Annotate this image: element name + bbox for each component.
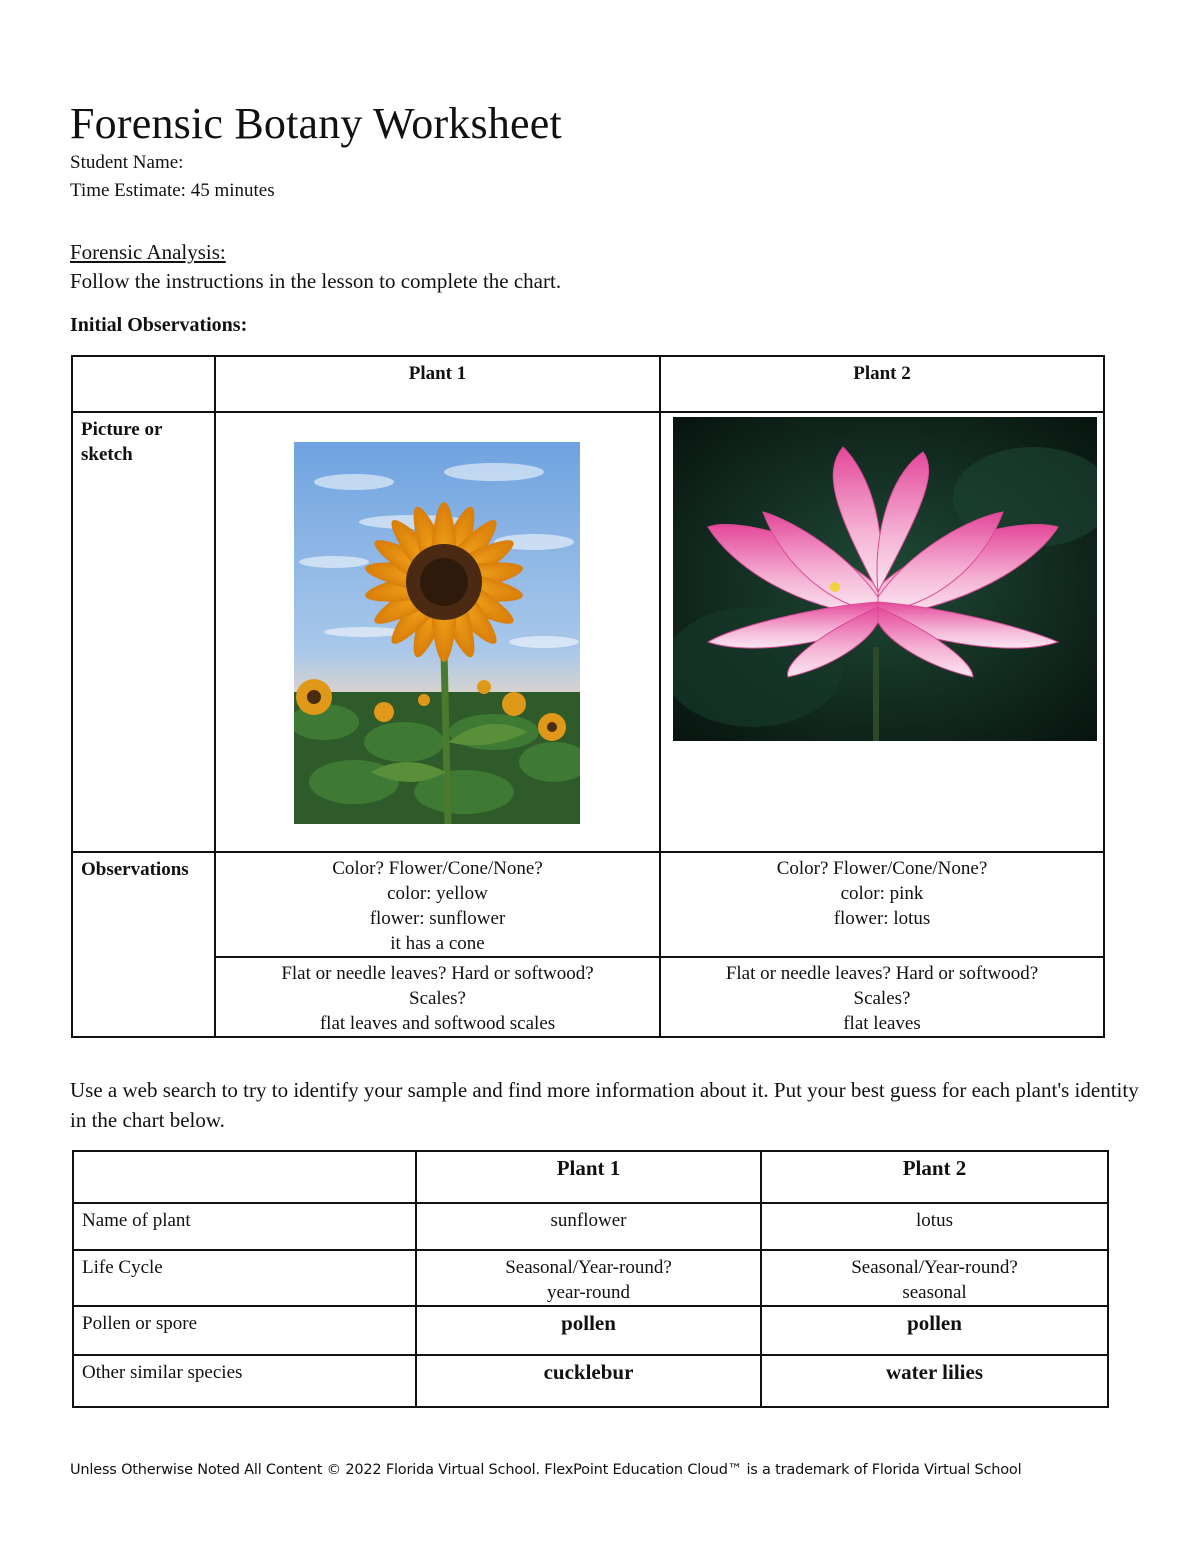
- plant-1-name: sunflower: [416, 1203, 761, 1250]
- plant-1-pollen: pollen: [416, 1306, 761, 1355]
- empty-header-cell: [73, 1151, 416, 1203]
- plant-2-name: lotus: [761, 1203, 1108, 1250]
- plant-1-observation-1: Color? Flower/Cone/None? color: yellow flower: sunflower it has a cone: [215, 852, 660, 957]
- name-of-plant-label: Name of plant: [73, 1203, 416, 1250]
- plant-2-similar-species: water lilies: [761, 1355, 1108, 1407]
- copyright-footer: Unless Otherwise Noted All Content © 2022 Florida Virtual School. FlexPoint Education Cloud™ is a trademark of Florida Virtual School: [70, 1462, 1022, 1478]
- plant-identity-table: [72, 1150, 1109, 1408]
- plant-1-observation-2: Flat or needle leaves? Hard or softwood? Scales? flat leaves and softwood scales: [215, 957, 660, 1037]
- initial-observations-table: [71, 355, 1105, 1038]
- plant-2-life-cycle: Seasonal/Year-round? seasonal: [761, 1250, 1108, 1306]
- plant-2-pollen: pollen: [761, 1306, 1108, 1355]
- instruction-text: Follow the instructions in the lesson to complete the chart.: [70, 269, 562, 293]
- plant-2-observation-1: Color? Flower/Cone/None? color: pink flower: lotus: [660, 852, 1104, 957]
- sunflower-photo-icon: [294, 442, 580, 824]
- plant-2-picture-cell: [660, 412, 1104, 852]
- web-search-instruction: Use a web search to try to identify your sample and find more information about it. Put your best guess for each plant's identity in the chart below.: [70, 1078, 1139, 1132]
- life-cycle-label: Life Cycle: [73, 1250, 416, 1306]
- lotus-photo-icon: [673, 417, 1097, 741]
- plant-2-observation-2: Flat or needle leaves? Hard or softwood? Scales? flat leaves: [660, 957, 1104, 1037]
- plant-1-similar-species: cucklebur: [416, 1355, 761, 1407]
- picture-row-label: Picture or sketch: [72, 412, 215, 852]
- plant-1-life-cycle: Seasonal/Year-round? year-round: [416, 1250, 761, 1306]
- plant-1-header: Plant 1: [215, 356, 660, 412]
- plant-1-header: Plant 1: [416, 1151, 761, 1203]
- plant-1-picture-cell: [215, 412, 660, 852]
- similar-species-label: Other similar species: [73, 1355, 416, 1407]
- pollen-or-spore-label: Pollen or spore: [73, 1306, 416, 1355]
- student-name-label: Student Name:: [70, 152, 184, 173]
- time-estimate: Time Estimate: 45 minutes: [70, 180, 275, 201]
- empty-header-cell: [72, 356, 215, 412]
- plant-2-header: Plant 2: [660, 356, 1104, 412]
- initial-observations-heading: Initial Observations:: [70, 314, 248, 336]
- page-title: Forensic Botany Worksheet: [70, 99, 562, 148]
- observations-row-label: Observations: [72, 852, 215, 1037]
- forensic-analysis-heading: Forensic Analysis:: [70, 240, 226, 264]
- plant-2-header: Plant 2: [761, 1151, 1108, 1203]
